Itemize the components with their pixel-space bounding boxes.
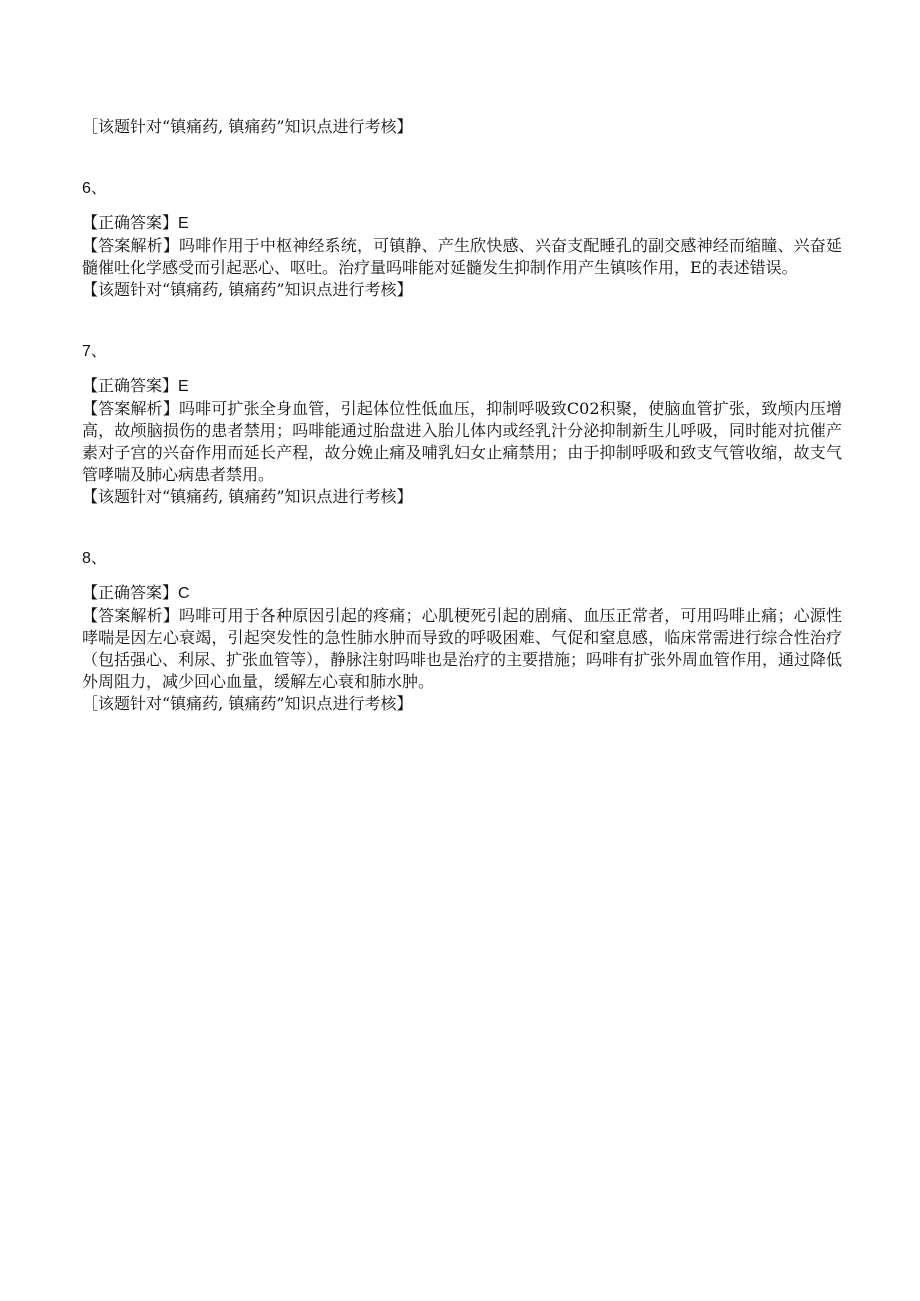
answer-analysis-label: 【答案解析】 — [82, 606, 180, 625]
correct-answer-value: C — [178, 585, 190, 602]
correct-answer-line — [82, 212, 842, 235]
knowledge-note: 【该题针对“镇痛药, 镇痛药”知识点进行考核】 — [82, 487, 413, 506]
correct-answer-label: 【正确答案】 — [82, 213, 179, 232]
answer-analysis-text: 吗啡作用于中枢神经系统，可镇静、产生欣快感、兴奋支配睡孔的副交感神经而缩瞳、兴奋延髓催吐化学感受而引起恶心、呕吐。治疗量吗啡能对延髓发生抑制作用产生镇咳作用，E的表述错误。 — [82, 236, 842, 277]
question-7 — [82, 341, 842, 508]
answer-analysis — [82, 605, 842, 693]
answer-analysis-label: 【答案解析】 — [82, 399, 179, 418]
question-number: 8、 — [82, 550, 107, 567]
correct-answer-line — [82, 582, 842, 605]
correct-answer-line — [82, 375, 842, 398]
knowledge-note: ［该题针对“镇痛药, 镇痛药”知识点进行考核】 — [82, 694, 413, 713]
question-number: 6、 — [82, 180, 107, 197]
answer-analysis-label: 【答案解析】 — [82, 236, 180, 255]
correct-answer-label: 【正确答案】 — [82, 376, 179, 395]
answer-analysis — [82, 235, 842, 279]
correct-answer-value: E — [178, 378, 189, 395]
question-8 — [82, 548, 842, 715]
question-6 — [82, 178, 842, 301]
answer-analysis-text: 吗啡可用于各种原因引起的疼痛；心肌梗死引起的剧痛、血压正常者，可用吗啡止痛；心源性哮喘是因左心衰竭，引起突发性的急性肺水肿而导致的呼吸困难、气促和窒息感，临床常需进行综合性治疗（包括强心、利尿、扩张血管等），静脉注射吗啡也是治疗的主要措施；吗啡有扩张外周血管作用，通过降低外周阻力，减少回心血量，缓解左心衰和肺水肿。 — [82, 606, 843, 691]
answer-analysis — [82, 398, 842, 486]
correct-answer-value: E — [178, 215, 189, 232]
question-number: 7、 — [82, 343, 107, 360]
document-page — [82, 116, 842, 715]
previous-knowledge-note: ［该题针对“镇痛药, 镇痛药”知识点进行考核】 — [82, 117, 413, 136]
knowledge-note: 【该题针对“镇痛药, 镇痛药”知识点进行考核】 — [82, 280, 413, 299]
correct-answer-label: 【正确答案】 — [82, 583, 179, 602]
answer-analysis-text: 吗啡可扩张全身血管，引起体位性低血压，抑制呼吸致C02积聚，使脑血管扩张，致颅内压增高，故颅脑损伤的患者禁用；吗啡能通过胎盘进入胎儿体内或经乳汁分泌抑制新生儿呼吸，同时能对抗催产素对子宫的兴奋作用而延长产程，故分娩止痛及哺乳妇女止痛禁用；由于抑制呼吸和致支气管收缩，故支气管哮喘及肺心病患者禁用。 — [82, 399, 842, 484]
